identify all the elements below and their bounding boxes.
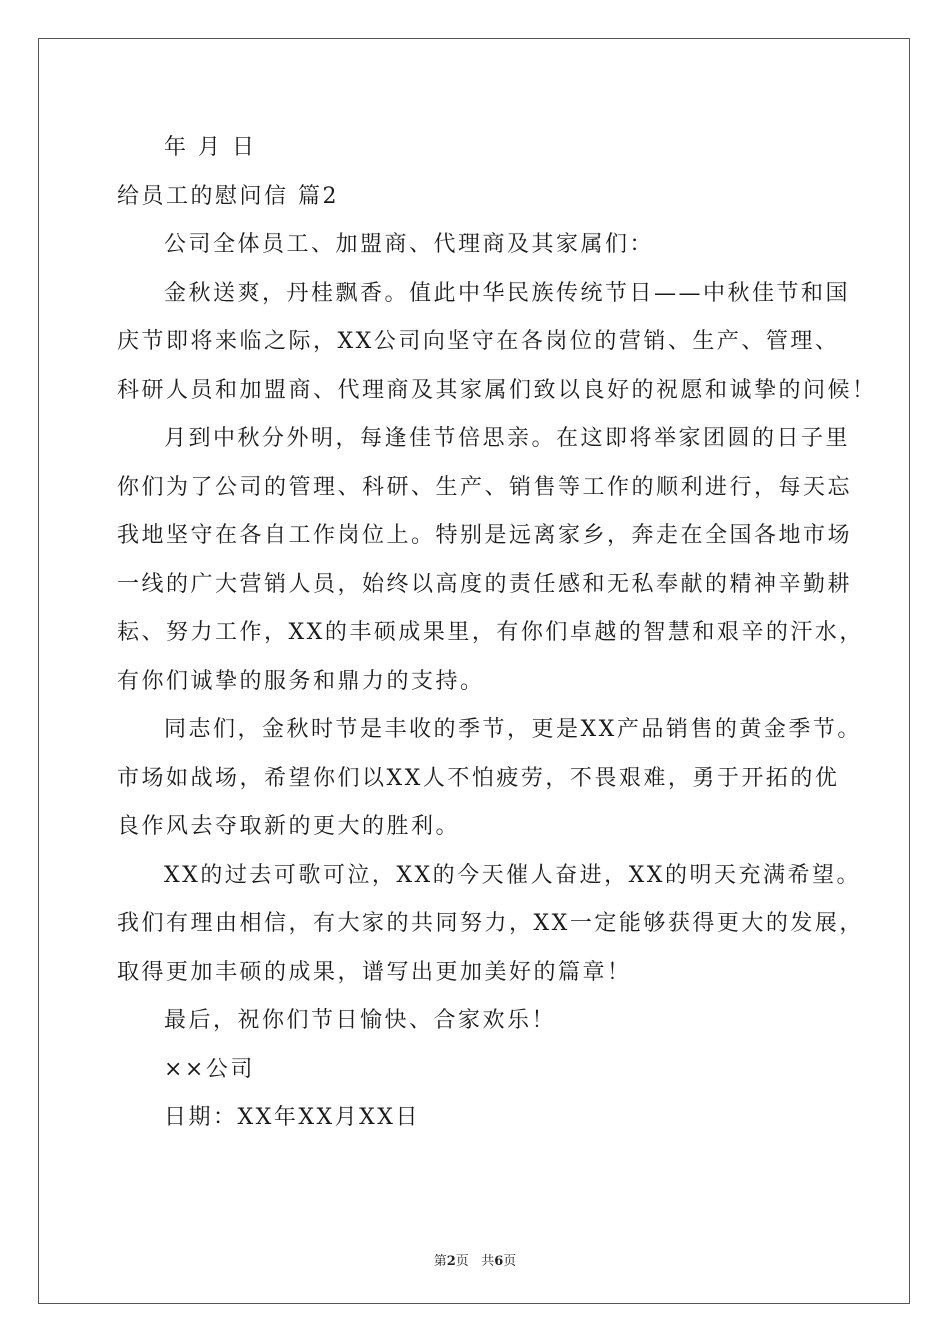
paragraph-line: 耘、努力工作，XX的丰硕成果里，有你们卓越的智慧和艰辛的汗水， <box>117 620 864 645</box>
document-body <box>117 124 877 1143</box>
closing-line: 最后，祝你们节日愉快、合家欢乐！ <box>164 1008 557 1033</box>
page-footer <box>0 1250 950 1269</box>
footer-prefix: 第 <box>433 1254 447 1269</box>
signature-date: 日期：XX年XX月XX日 <box>164 1105 420 1130</box>
paragraph-line: 市场如战场，希望你们以XX人不怕疲劳，不畏艰难，勇于开拓的优 <box>117 765 840 791</box>
salutation: 公司全体员工、加盟商、代理商及其家属们： <box>164 232 655 257</box>
paragraph-line: 良作风去夺取新的更大的胜利。 <box>117 814 461 839</box>
paragraph-line: XX的过去可歌可泣，XX的今天催人奋进，XX的明天充满希望。 <box>164 862 861 888</box>
signature-company: ××公司 <box>164 1056 255 1082</box>
footer-suffix: 页 <box>503 1254 517 1269</box>
paragraph-line: 月到中秋分外明，每逢佳节倍思亲。在这即将举家团圆的日子里 <box>164 426 851 451</box>
date-line: 年 月 日 <box>164 135 257 160</box>
paragraph-line: 庆节即将来临之际，XX公司向坚守在各岗位的营销、生产、管理、 <box>117 329 840 354</box>
paragraph-line: 科研人员和加盟商、代理商及其家属们致以良好的祝愿和诚挚的问候！ <box>117 377 877 403</box>
total-page-count: 6 <box>494 1254 504 1269</box>
current-page-number: 2 <box>446 1254 456 1269</box>
paragraph-line: 同志们，金秋时节是丰收的季节，更是XX产品销售的黄金季节。 <box>164 717 862 742</box>
letter-title: 给员工的慰问信 篇2 <box>117 183 339 209</box>
paragraph-line: 金秋送爽，丹桂飘香。值此中华民族传统节日——中秋佳节和国 <box>164 280 851 306</box>
paragraph-line: 取得更加丰硕的成果，谱写出更加美好的篇章！ <box>117 959 632 985</box>
paragraph-line: 一线的广大营销人员，始终以高度的责任感和无私奉献的精神辛勤耕 <box>117 571 853 597</box>
paragraph-line: 有你们诚挚的服务和鼎力的支持。 <box>117 668 485 694</box>
footer-mid: 页 共 <box>455 1254 495 1269</box>
paragraph-line: 我地坚守在各自工作岗位上。特别是远离家乡，奔走在全国各地市场 <box>117 523 853 548</box>
paragraph-line: 你们为了公司的管理、科研、生产、销售等工作的顺利进行，每天忘 <box>117 474 853 500</box>
paragraph-line: 我们有理由相信，有大家的共同努力，XX一定能够获得更大的发展， <box>117 911 864 936</box>
